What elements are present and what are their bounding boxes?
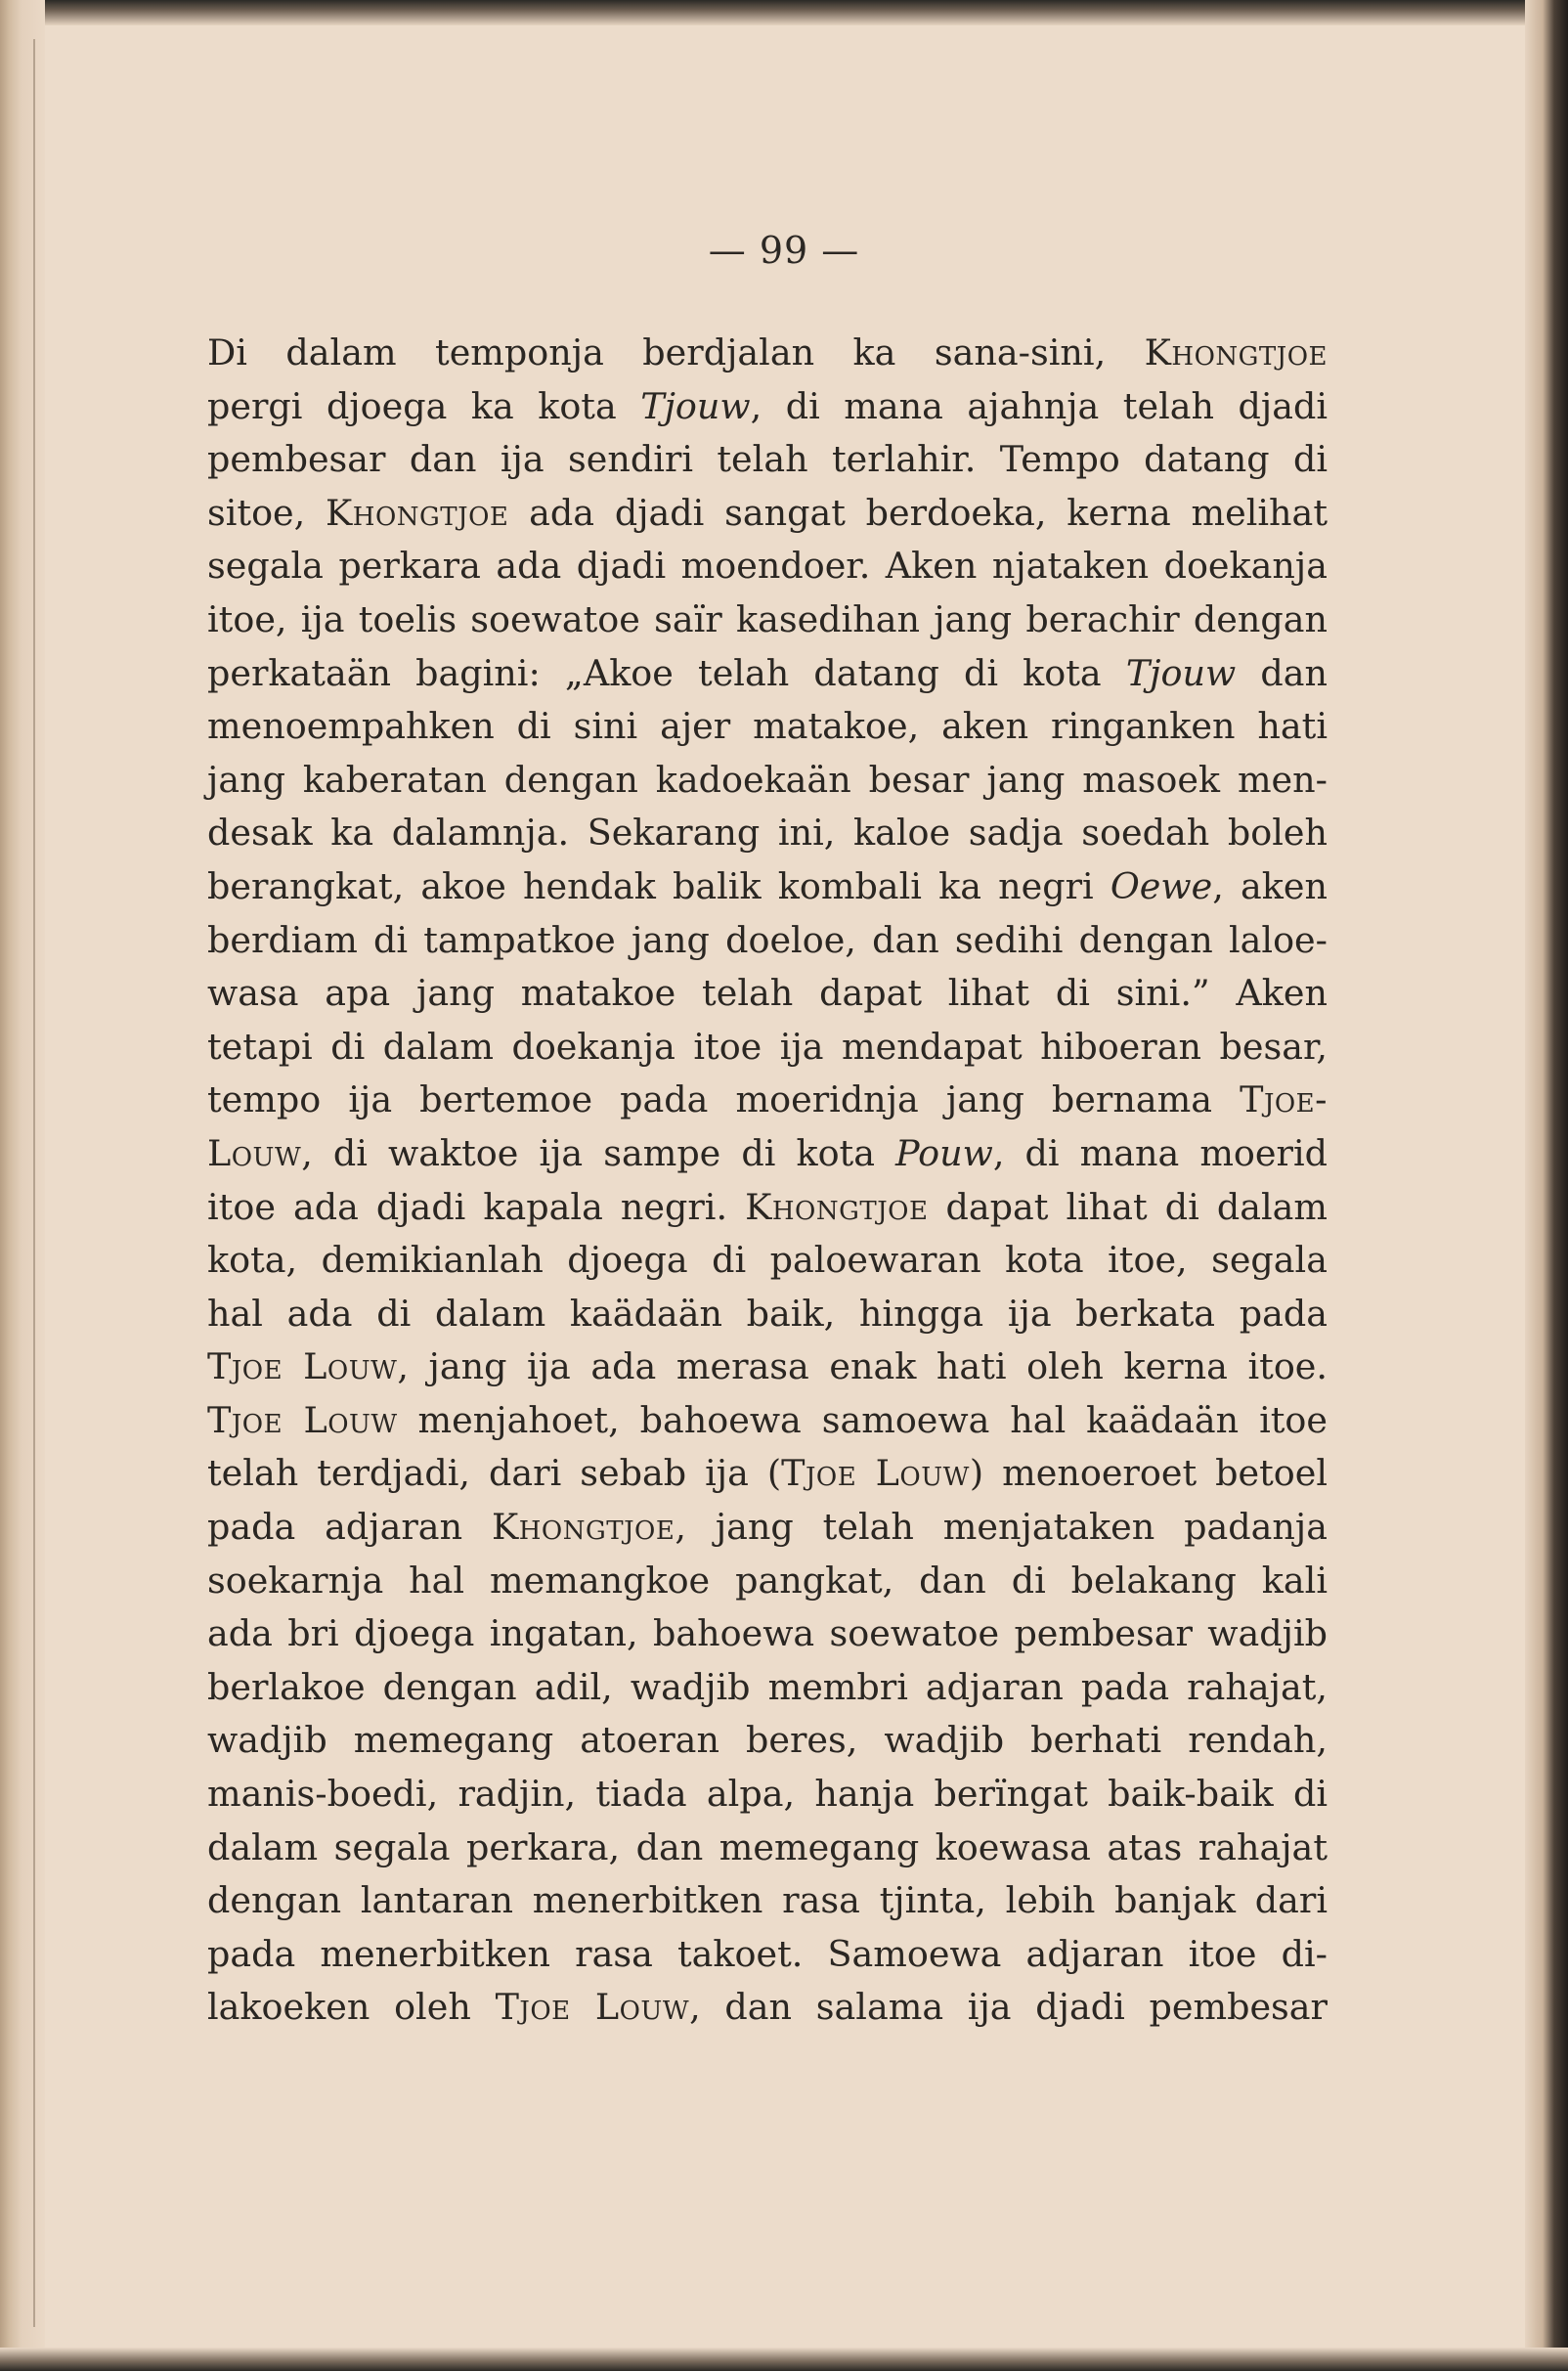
text-segment: , dan salama ija djadi pembesar: [689, 1986, 1328, 2029]
text-line: [207, 1555, 1328, 1608]
text-line: [207, 380, 1328, 434]
page-number: — 99 —: [708, 229, 860, 272]
text-segment: menjahoet, bahoewa samoewa hal kaädaän itoe: [397, 1398, 1328, 1441]
text-segment: pembesar dan ija sendiri telah terlahir. Tempo datang di: [207, 438, 1328, 481]
text-line: [207, 327, 1328, 380]
italic-place-name: Oewe: [1110, 864, 1213, 907]
text-line: [207, 1874, 1328, 1928]
text-line: [207, 1021, 1328, 1075]
page-bottom-edge: [0, 2348, 1568, 2371]
text-line: [207, 1822, 1328, 1875]
italic-place-name: Tjouw: [640, 384, 751, 427]
text-line: [207, 860, 1328, 914]
text-line: [207, 1181, 1328, 1235]
text-line: [207, 754, 1328, 808]
text-segment: berdiam di tampatkoe jang doeloe, dan sedihi dengan laloe-: [207, 918, 1328, 961]
small-caps-name: Louw: [207, 1131, 302, 1174]
text-segment: berangkat, akoe hendak balik kombali ka negri: [207, 864, 1111, 907]
text-segment: ada djadi sangat berdoeka, kerna melihat: [508, 491, 1328, 534]
text-line: [207, 487, 1328, 541]
small-caps-name: Tjoe Louw: [207, 1345, 398, 1388]
text-segment: dapat lihat di dalam: [928, 1185, 1328, 1228]
page-top-edge: [0, 0, 1568, 25]
text-line: [207, 914, 1328, 968]
text-segment: wadjib memegang atoeran beres, wadjib berhati rendah,: [207, 1719, 1328, 1762]
text-line: [207, 1661, 1328, 1715]
text-line: [207, 1340, 1328, 1394]
small-caps-name: Khongtjoe: [1144, 331, 1328, 373]
spine-fold-line: [33, 39, 35, 2327]
text-segment: itoe, ija toelis soewatoe saïr kasedihan jang berachir dengan: [207, 597, 1328, 640]
body-paragraph: [207, 327, 1328, 2035]
text-segment: segala perkara ada djadi moendoer. Aken njataken doekanja: [207, 545, 1328, 588]
text-segment: perkataän bagini: „Akoe telah datang di kota: [207, 651, 1126, 694]
page-right-edge: [1525, 0, 1568, 2371]
text-line: [207, 433, 1328, 487]
text-segment: tetapi di dalam doekanja itoe ija mendapat hiboeran besar,: [207, 1025, 1328, 1068]
text-line: [207, 593, 1328, 647]
text-line: [207, 1928, 1328, 1982]
italic-place-name: Tjouw: [1125, 651, 1237, 694]
small-caps-name: Tjoe Louw: [781, 1452, 970, 1495]
text-segment: menoempahken di sini ajer matakoe, aken ringanken hati: [207, 705, 1328, 748]
text-segment: tempo ija bertemoe pada moeridnja jang bernama: [207, 1078, 1241, 1121]
text-line: [207, 1394, 1328, 1448]
text-line: [207, 1074, 1328, 1127]
text-segment: Di dalam temponja berdjalan ka sana-sini,: [207, 331, 1145, 373]
text-line: [207, 647, 1328, 701]
small-caps-name: Tjoe Louw: [207, 1398, 398, 1441]
text-segment: desak ka dalamnja. Sekarang ini, kaloe sadja soedah boleh: [207, 812, 1328, 855]
text-segment: pada adjaran: [207, 1506, 492, 1549]
text-segment: dan: [1236, 651, 1328, 694]
text-segment: jang kaberatan dengan kadoekaän besar jang masoek men-: [207, 758, 1328, 801]
text-line: [207, 1981, 1328, 2035]
text-segment: , aken: [1212, 864, 1328, 907]
text-segment: , di mana moerid: [992, 1131, 1328, 1174]
small-caps-name: Khongtjoe: [745, 1185, 929, 1228]
text-line: [207, 967, 1328, 1021]
text-segment: kota, demikianlah djoega di paloewaran kota itoe, segala: [207, 1239, 1328, 1282]
text-segment: pada menerbitken rasa takoet. Samoewa adjaran itoe di-: [207, 1932, 1328, 1975]
small-caps-name: Khongtjoe: [491, 1506, 675, 1549]
text-segment: hal ada di dalam kaädaän baik, hingga ija berkata pada: [207, 1292, 1328, 1335]
text-line: [207, 1234, 1328, 1288]
text-line: [207, 540, 1328, 593]
book-spine-shadow: [0, 0, 45, 2371]
text-line: [207, 1288, 1328, 1341]
text-line: [207, 1501, 1328, 1555]
italic-place-name: Pouw: [895, 1131, 993, 1174]
text-segment: lakoeken oleh: [207, 1986, 496, 2029]
text-line: [207, 1714, 1328, 1768]
text-line: [207, 1127, 1328, 1181]
text-segment: soekarnja hal memangkoe pangkat, dan di belakang kali: [207, 1559, 1328, 1602]
text-segment: sitoe,: [207, 491, 327, 534]
text-line: [207, 1607, 1328, 1661]
text-segment: manis-boedi, radjin, tiada alpa, hanja berïngat baik-baik di: [207, 1773, 1328, 1816]
text-segment: , di waktoe ija sampe di kota: [301, 1131, 896, 1174]
text-line: [207, 807, 1328, 860]
small-caps-name: Tjoe Louw: [495, 1986, 690, 2029]
text-segment: dalam segala perkara, dan memegang koewasa atas rahajat: [207, 1825, 1328, 1868]
text-segment: , jang ija ada merasa enak hati oleh kerna itoe.: [397, 1345, 1328, 1388]
text-segment: , jang telah menjataken padanja: [675, 1506, 1328, 1549]
text-segment: berlakoe dengan adil, wadjib membri adjaran pada rahajat,: [207, 1665, 1328, 1708]
small-caps-name: Tjoe-: [1240, 1078, 1328, 1121]
text-segment: dengan lantaran menerbitken rasa tjinta, lebih banjak dari: [207, 1879, 1328, 1922]
text-segment: pergi djoega ka kota: [207, 384, 641, 427]
text-segment: ada bri djoega ingatan, bahoewa soewatoe pembesar wadjib: [207, 1612, 1328, 1655]
text-line: [207, 1768, 1328, 1822]
text-segment: ) menoeroet betoel: [969, 1452, 1328, 1495]
text-segment: telah terdjadi, dari sebab ija (: [207, 1452, 782, 1495]
text-segment: wasa apa jang matakoe telah dapat lihat di sini.” Aken: [207, 972, 1328, 1015]
small-caps-name: Khongtjoe: [326, 491, 509, 534]
text-segment: , di mana ajahnja telah djadi: [750, 384, 1328, 427]
text-line: [207, 700, 1328, 754]
text-line: [207, 1447, 1328, 1501]
text-segment: itoe ada djadi kapala negri.: [207, 1185, 746, 1228]
